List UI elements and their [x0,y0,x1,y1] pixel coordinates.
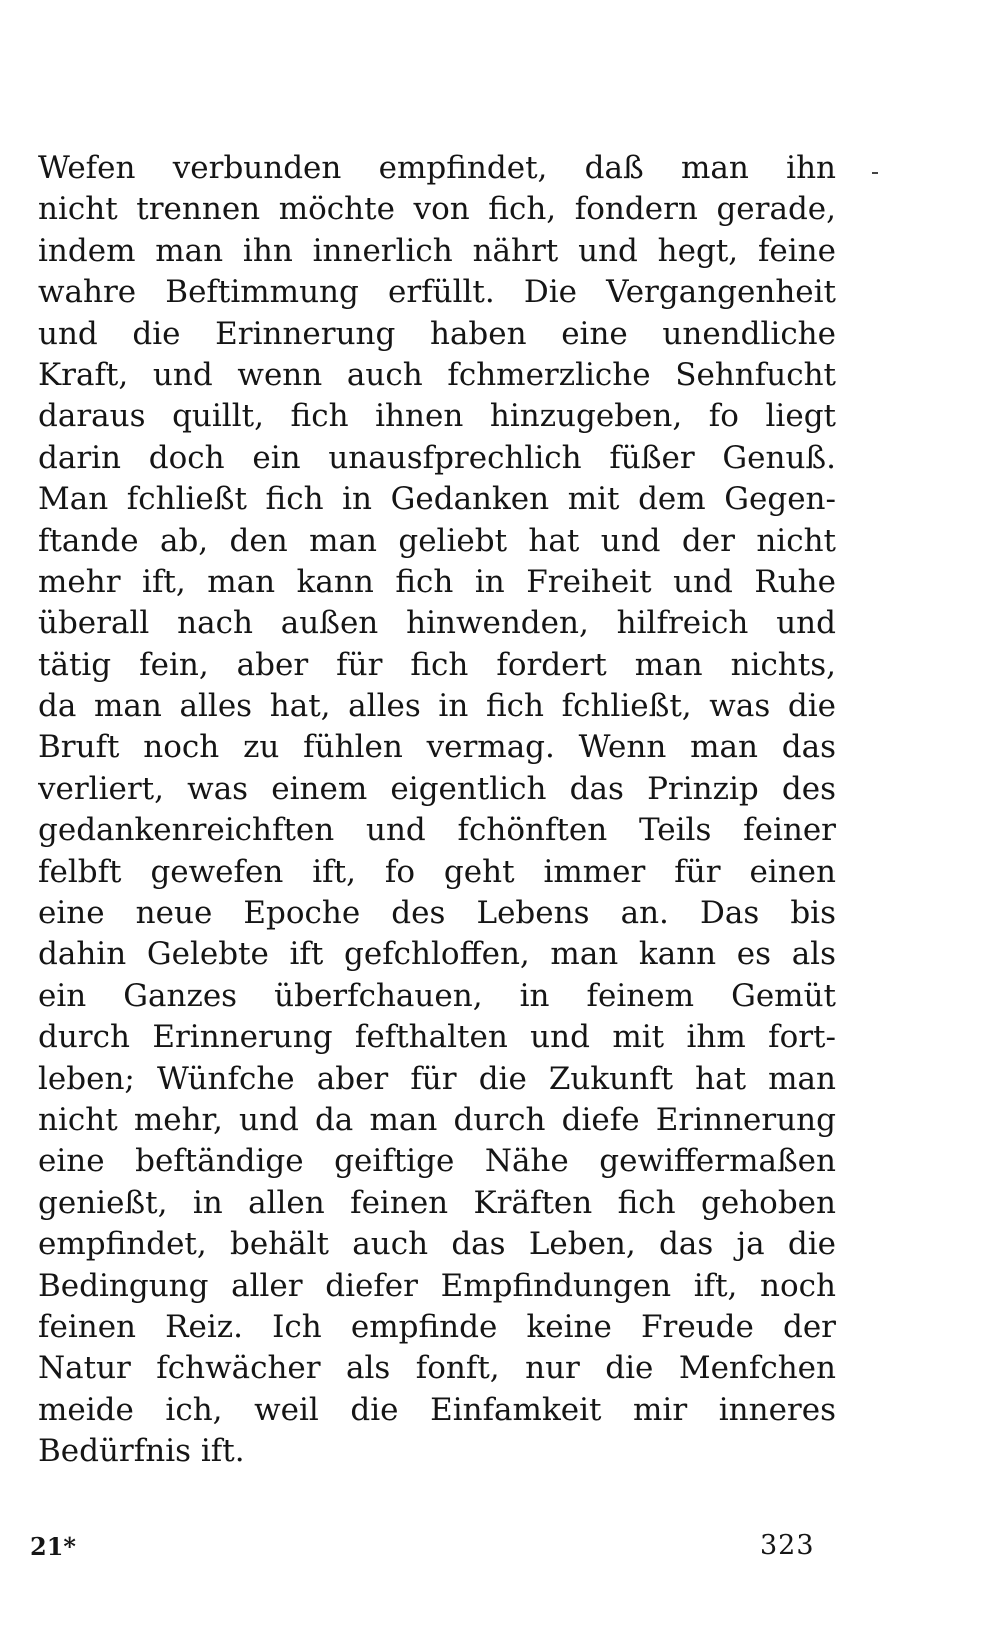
text-line: indem man ihn innerlich nährt und hegt, feine [38,232,836,269]
page-number: 323 [760,1530,815,1561]
text-line: Bruft noch zu fühlen vermag. Wenn man das [38,729,836,766]
text-line: und die Erinnerung haben eine unendliche [38,315,836,352]
text-line: eine beftändige geiftige Nähe gewiffermaßen [38,1143,836,1180]
text-line: Bedürfnis ift. [38,1433,245,1470]
text-line: da man alles hat, alles in fich fchließt, was die [38,688,836,725]
text-line: empfindet, behält auch das Leben, das ja die [38,1226,836,1263]
text-line: Kraft, und wenn auch fchmerzliche Sehnfucht [38,356,836,393]
text-line: mehr ift, man kann fich in Freiheit und Ruhe [38,563,836,600]
text-line: gedankenreichften und fchönften Teils feiner [38,812,836,849]
text-line: ein Ganzes überfchauen, in feinem Gemüt [38,977,836,1014]
text-line: ftande ab, den man geliebt hat und der nicht [38,522,836,559]
text-line: Bedingung aller diefer Empfindungen ift, noch [38,1267,836,1304]
text-line: durch Erinnerung fefthalten und mit ihm fort- [38,1019,836,1056]
body-text [38,148,836,1473]
text-line: Natur fchwächer als fonft, nur die Menfchen [38,1350,836,1387]
text-line: wahre Beftimmung erfüllt. Die Vergangenheit [38,274,836,311]
signature-mark: 21* [30,1532,76,1561]
margin-mark [872,172,878,174]
text-line: nicht mehr, und da man durch diefe Erinnerung [38,1101,836,1138]
text-line: eine neue Epoche des Lebens an. Das bis [38,895,836,932]
text-line: feinen Reiz. Ich empfinde keine Freude der [38,1308,836,1345]
text-line: meide ich, weil die Einfamkeit mir inneres [38,1391,836,1428]
text-line: dahin Gelebte ift gefchloffen, man kann es als [38,936,836,973]
text-line: leben; Wünfche aber für die Zukunft hat man [38,1060,836,1097]
text-line: Wefen verbunden empfindet, daß man ihn [38,150,836,186]
text-line: daraus quillt, fich ihnen hinzugeben, fo liegt [38,398,836,435]
text-line: felbft gewefen ift, fo geht immer für einen [38,853,836,890]
text-line: tätig fein, aber für fich fordert man nichts, [38,646,836,683]
text-line: verliert, was einem eigentlich das Prinzip des [38,770,836,807]
text-line: genießt, in allen feinen Kräften fich gehoben [38,1184,836,1221]
text-line: darin doch ein unausfprechlich füßer Genuß. [38,439,836,476]
text-line: überall nach außen hinwenden, hilfreich und [38,605,836,642]
text-line: nicht trennen möchte von fich, fondern gerade, [38,191,836,228]
text-line: Man fchließt fich in Gedanken mit dem Gegen- [38,481,836,518]
